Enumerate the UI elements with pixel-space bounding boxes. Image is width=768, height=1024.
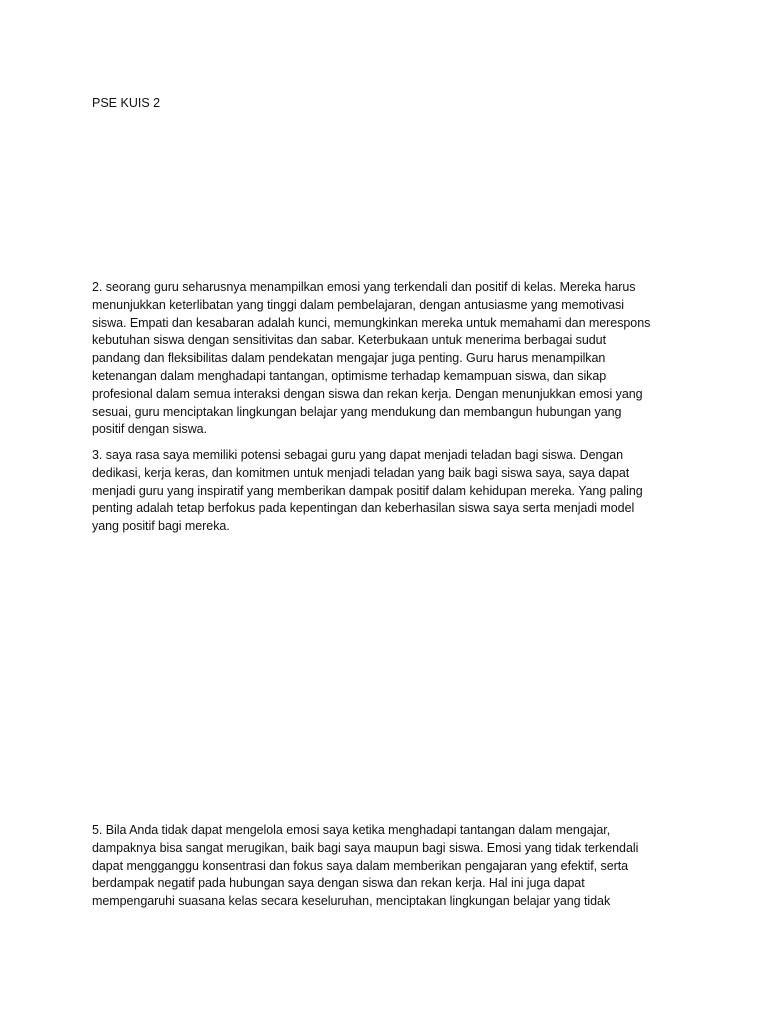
paragraph-line: 2. seorang guru seharusnya menampilkan emosi yang terkendali dan positif di kelas. Mereka harus	[92, 280, 636, 294]
answer-paragraph-3	[92, 447, 682, 536]
paragraph-line: yang positif bagi mereka.	[92, 519, 230, 534]
paragraph-line: menjadi guru yang inspiratif yang memberikan dampak positif dalam kehidupan mereka. Yang paling	[92, 483, 643, 498]
paragraph-line: sesuai, guru menciptakan lingkungan belajar yang mendukung dan membangun hubungan yang	[92, 404, 622, 419]
paragraph-line: profesional dalam semua interaksi dengan siswa dan rekan kerja. Dengan menunjukkan emosi yang	[92, 386, 643, 401]
paragraph-line: kebutuhan siswa dengan sensitivitas dan sabar. Keterbukaan untuk menerima berbagai sudut	[92, 333, 606, 348]
paragraph-line: 3. saya rasa saya memiliki potensi sebagai guru yang dapat menjadi teladan bagi siswa. Dengan	[92, 448, 624, 462]
paragraph-line: positif dengan siswa.	[92, 422, 207, 437]
answer-paragraph-5	[92, 822, 682, 911]
paragraph-line: siswa. Empati dan kesabaran adalah kunci, memungkinkan mereka untuk memahami dan merespons	[92, 315, 651, 330]
paragraph-line: mempengaruhi suasana kelas secara keseluruhan, menciptakan lingkungan belajar yang tidak	[92, 894, 611, 909]
paragraph-line: menunjukkan keterlibatan yang tinggi dalam pembelajaran, dengan antusiasme yang memotivasi	[92, 297, 624, 312]
paragraph-line: dapat mengganggu konsentrasi dan fokus saya dalam memberikan pengajaran yang efektif, serta	[92, 858, 629, 873]
paragraph-line: dedikasi, kerja keras, dan komitmen untuk menjadi teladan yang baik bagi siswa saya, saya dapat	[92, 465, 630, 480]
paragraph-line: 5. Bila Anda tidak dapat mengelola emosi saya ketika menghadapi tantangan dalam mengajar,	[92, 823, 611, 837]
document-title: PSE KUIS 2	[92, 96, 161, 110]
paragraph-line: berdampak negatif pada hubungan saya dengan siswa dan rekan kerja. Hal ini juga dapat	[92, 876, 585, 891]
answer-paragraph-2	[92, 279, 682, 439]
paragraph-line: pandang dan fleksibilitas dalam pendekatan mengajar juga penting. Guru harus menampilkan	[92, 351, 606, 366]
paragraph-line: ketenangan dalam menghadapi tantangan, optimisme terhadap kemampuan siswa, dan sikap	[92, 368, 607, 383]
paragraph-line: penting adalah tetap berfokus pada kepentingan dan keberhasilan siswa saya serta menjadi model	[92, 501, 635, 516]
paragraph-line: dampaknya bisa sangat merugikan, baik bagi saya maupun bagi siswa. Emosi yang tidak terkendali	[92, 840, 639, 855]
